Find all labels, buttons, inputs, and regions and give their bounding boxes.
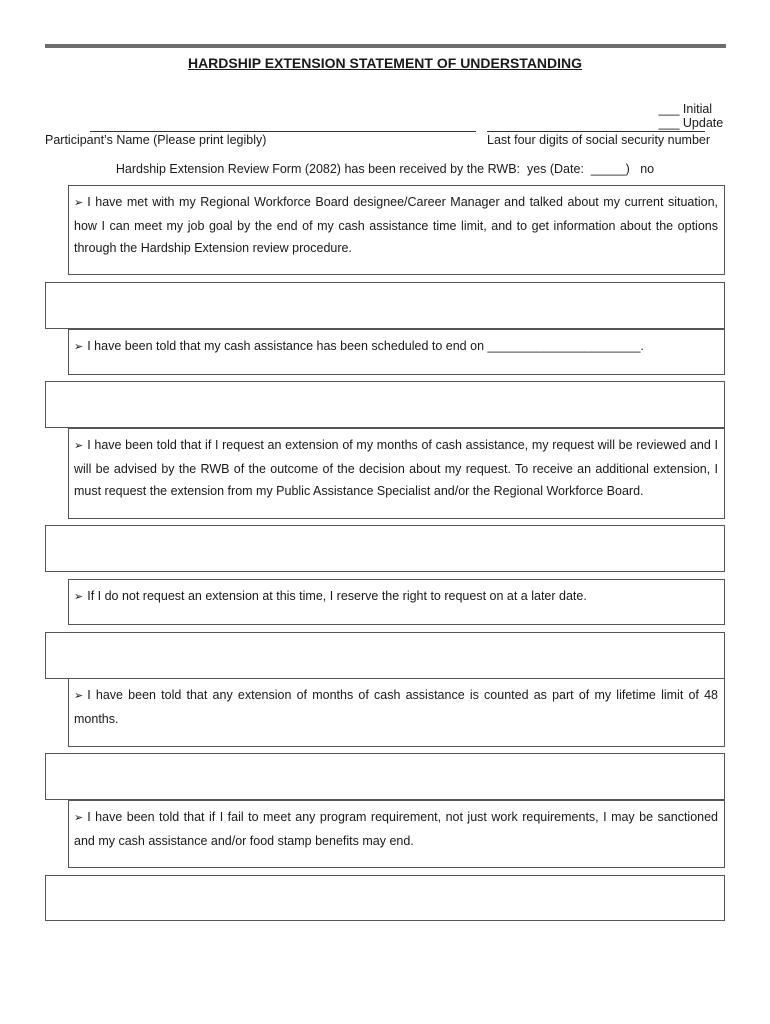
arrow-bullet-icon: ➢ [74,341,84,353]
arrow-bullet-icon: ➢ [74,197,84,209]
form-2082-received-line: Hardship Extension Review Form (2082) has been received by the RWB: yes (Date: _____) no [115,162,655,176]
initials-box[interactable] [45,875,725,921]
statement-text: If I do not request an extension at this time, I reserve the right to request on at a later date. [87,589,587,603]
statement-text: I have been told that any extension of months of cash assistance is counted as part of my lifetime limit of 48 months. [74,688,718,726]
statement-box [68,185,725,275]
initials-box[interactable] [45,632,725,679]
initials-box[interactable] [45,381,725,428]
ssn-label: Last four digits of social security number [487,133,711,147]
statement-box [68,678,725,747]
initials-box[interactable] [45,753,725,800]
initials-box[interactable] [45,525,725,572]
initial-option[interactable]: ___ Initial [658,102,713,116]
statement-box [68,428,725,519]
statement-text: I have been told that if I request an extension of my months of cash assistance, my request will be reviewed and I will be advised by the RWB of the outcome of the decision about my request. To receive an additional extension, I must request the extension from my Public Assistance Specialist and/or the Regional Workforce Board. [74,438,718,498]
statement-text: I have been told that my cash assistance has been scheduled to end on ______________________. [87,339,644,353]
ssn-last-four-field[interactable] [487,117,705,132]
statement-text: I have met with my Regional Workforce Board designee/Career Manager and talked about my current situation, how I can meet my job goal by the end of my cash assistance time limit, and to get information about the options through the Hardship Extension review procedure. [74,195,718,255]
arrow-bullet-icon: ➢ [74,812,84,824]
top-rule [45,44,726,48]
initials-box[interactable] [45,282,725,329]
update-option[interactable]: ___ Update [658,116,724,130]
statement-text: I have been told that if I fail to meet any program requirement, not just work requirements, I may be sanctioned and my cash assistance and/or food stamp benefits may end. [74,810,718,848]
participant-name-label: Participant’s Name (Please print legibly) [45,133,267,147]
participant-name-field[interactable] [90,117,476,132]
statement-box [68,800,725,868]
statement-box [68,329,725,375]
statement-box [68,579,725,625]
arrow-bullet-icon: ➢ [74,690,84,702]
arrow-bullet-icon: ➢ [74,440,84,452]
form-title: HARDSHIP EXTENSION STATEMENT OF UNDERSTANDING [187,55,583,71]
arrow-bullet-icon: ➢ [74,591,84,603]
